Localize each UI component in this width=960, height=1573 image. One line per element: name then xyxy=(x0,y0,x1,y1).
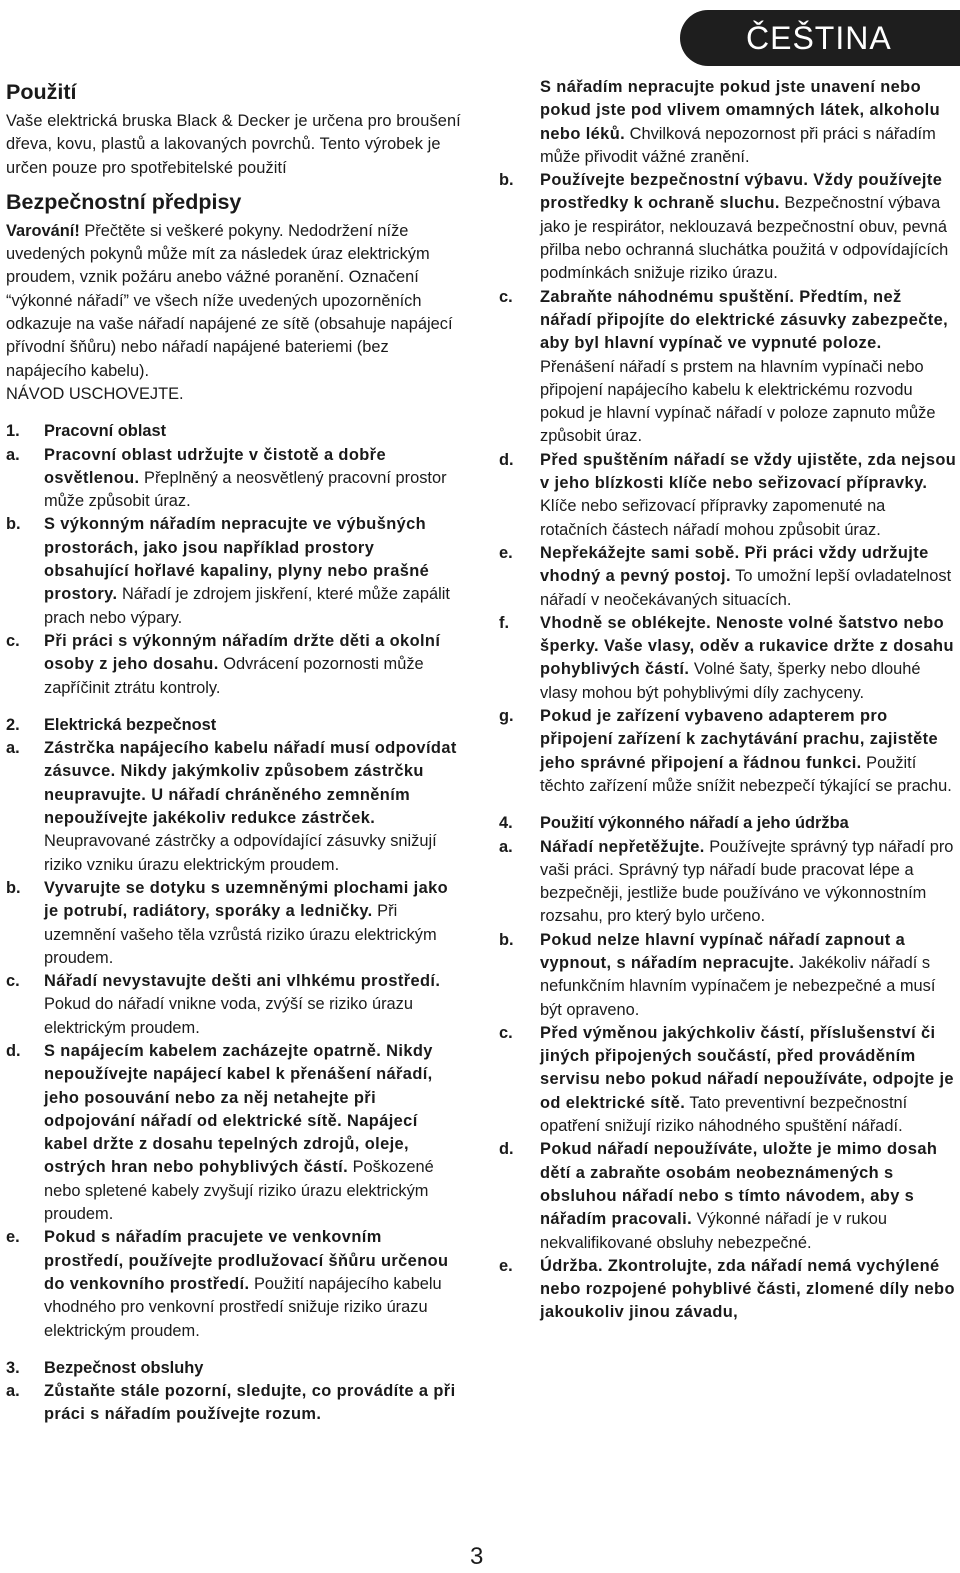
item-text xyxy=(540,929,957,1022)
list-item xyxy=(499,1022,957,1138)
section-2-title xyxy=(6,714,462,737)
item-text xyxy=(44,513,462,629)
list-item xyxy=(499,612,957,705)
item-text xyxy=(540,542,957,612)
list-item xyxy=(499,929,957,1022)
item-label: c. xyxy=(6,631,20,650)
item-bold: Vhodně se oblékejte. Nenoste volné šatstvo nebo šperky. Vaše vlasy, oděv a rukavice držte z dosahu pohyblivých částí. xyxy=(540,613,954,679)
item-label: e. xyxy=(499,543,513,562)
warning-text: Přečtěte si veškeré pokyny. Nedodržení níže uvedených pokynů může mít za následek úraz elektrickým proudem, vznik požáru anebo vážné poranění. Označení “výkonné nářadí” ve všech níže uvedených upozorněních odkazuje na vaše nářadí napájené ze sítě (obsahuje napájecí přívodní šňůru) nebo nářadí napájené bateriemi (bez napájecího kabelu). xyxy=(6,221,453,380)
list-item xyxy=(6,1040,462,1226)
item-text xyxy=(44,1040,462,1226)
list-item xyxy=(6,970,462,1040)
item-label: b. xyxy=(499,930,514,949)
item-text xyxy=(540,449,957,542)
item-label: b. xyxy=(499,171,514,190)
item-text xyxy=(540,76,957,169)
item-plain: Přenášení nářadí s prstem na hlavním vypínači nebo připojení napájecího kabelu k elektrickému rozvodu pokud je hlavní vypínač nářadí v poloze zapnuto může způsobit úraz. xyxy=(540,357,936,446)
item-text xyxy=(540,836,957,929)
item-bold: Zůstaňte stále pozorní, sledujte, co provádíte a při práci s nářadím používejte rozum. xyxy=(44,1382,456,1424)
item-text xyxy=(540,1255,957,1325)
item-text xyxy=(44,1226,462,1342)
item-bold: S nářadím nepracujte pokud jste unavení nebo pokud jste pod vlivem omamných látek, alkoholu nebo léků. xyxy=(540,78,941,143)
item-label: a. xyxy=(6,1382,20,1401)
item-text xyxy=(540,1022,957,1138)
item-text xyxy=(540,169,957,285)
section-title-text: Pracovní oblast xyxy=(44,422,167,441)
item-label: c. xyxy=(499,1023,513,1042)
item-label: c. xyxy=(499,287,513,306)
item-plain: Odvrácení pozornosti může zapříčinit ztrátu kontroly. xyxy=(44,655,424,697)
section-title-text: Elektrická bezpečnost xyxy=(44,715,217,734)
item-text xyxy=(44,630,462,700)
list-item xyxy=(499,836,957,929)
item-text xyxy=(540,705,957,798)
item-plain: Použití těchto zařízení může snížit nebezpečí týkající se prachu. xyxy=(540,753,952,795)
section-title-text: Použití výkonného nářadí a jeho údržba xyxy=(540,814,849,833)
item-label: c. xyxy=(6,972,20,991)
item-label: d. xyxy=(499,1140,514,1159)
list-item xyxy=(499,705,957,798)
warning-label: Varování! xyxy=(6,221,80,240)
item-bold: Před spuštěním nářadí se vždy ujistěte, zda nejsou v jeho blízkosti klíče nebo seřizovací přípravky. xyxy=(540,450,957,493)
item-plain: Tato preventivní bezpečnostní opatření snižují riziko náhodného spuštění nářadí. xyxy=(540,1093,908,1136)
language-badge: ČEŠTINA xyxy=(680,10,960,66)
section-4-title xyxy=(499,812,957,835)
left-column xyxy=(6,76,462,1427)
item-bold: Při práci s výkonným nářadím držte děti a okolní osoby z jeho dosahu. xyxy=(44,631,441,674)
item-text xyxy=(44,444,462,514)
item-bold: Zabraňte náhodnému spuštění. Předtím, než nářadí připojíte do elektrické zásuvky zabezpečte, aby byl hlavní vypínač ve vypnuté poloze. xyxy=(540,287,949,353)
item-bold: Před výměnou jakýchkoliv částí, příslušenství či jiných připojených součástí, před prováděním servisu nebo pokud nářadí nepoužíváte, odpojte je od elektrické sítě. xyxy=(540,1023,954,1112)
list-item xyxy=(499,1138,957,1254)
warning-paragraph xyxy=(6,220,462,383)
section-title-text: Bezpečnost obsluhy xyxy=(44,1358,204,1377)
section-number: 2. xyxy=(6,715,20,734)
heading-safety: Bezpečnostní předpisy xyxy=(6,189,242,214)
right-column xyxy=(499,76,957,1325)
item-bold: Pracovní oblast udržujte v čistotě a dobře osvětlenou. xyxy=(44,445,386,487)
item-label: a. xyxy=(6,739,20,758)
item-text xyxy=(540,1138,957,1254)
list-item xyxy=(499,1255,957,1325)
item-bold: Zástrčka napájecího kabelu nářadí musí odpovídat zásuvce. Nikdy jakýmkoliv způsobem zástrčku neupravujte. U nářadí chráněného zemněním nepoužívejte jakékoliv redukce zástrček. xyxy=(44,739,457,828)
section-1-title xyxy=(6,420,462,443)
item-text xyxy=(44,737,462,877)
item-label: d. xyxy=(499,450,514,469)
list-item xyxy=(6,1226,462,1342)
list-item xyxy=(6,877,462,970)
use-paragraph: Vaše elektrická bruska Black & Decker je určena pro broušení dřeva, kovu, plastů a lakovaných povrchů. Tento výrobek je určen pouze pro spotřebitelské použití xyxy=(6,112,461,177)
list-item xyxy=(6,737,462,877)
item-plain: Bezpečnostní výbava jako je respirátor, neklouzavá bezpečnostní obuv, pevná přilba nebo ochranná sluchátka použitá v odpovídajících podmínkách snižuje riziko úrazu. xyxy=(540,194,949,283)
section-number: 4. xyxy=(499,814,513,833)
item-bold: Pokud nářadí nepoužíváte, uložte je mimo dosah dětí a zabraňte osobám neobeznámených s obsluhou nářadí nebo s tímto návodem, aby s nářadím pracovali. xyxy=(540,1140,938,1229)
item-plain: Volné šaty, šperky nebo dlouhé vlasy mohou být pohyblivými díly zachyceny. xyxy=(540,660,921,702)
item-bold: Pokud s nářadím pracujete ve venkovním prostředí, používejte prodlužovací šňůru určenou do venkovního prostředí. xyxy=(44,1228,449,1293)
item-plain: Klíče nebo seřizovací přípravky zapomenuté na rotačních částech nářadí mohou způsobit úraz. xyxy=(540,497,886,539)
item-plain: Přeplněný a neosvětlený pracovní prostor může způsobit úraz. xyxy=(44,468,447,511)
item-label: b. xyxy=(6,515,21,534)
item-plain: Použití napájecího kabelu vhodného pro venkovní prostředí snižuje riziko úrazu elektrickým proudem. xyxy=(44,1274,442,1340)
list-item xyxy=(499,286,957,449)
item-text xyxy=(44,877,462,970)
item-bold: S napájecím kabelem zacházejte opatrně. Nikdy nepoužívejte napájecí kabel k přenášení nářadí, jeho posouvání nebo za něj netahejte při odpojování nářadí od elektrické sítě. Napájecí kabel držte z dosahu tepelných zdrojů, oleje, ostrých hran nebo pohyblivých částí. xyxy=(44,1041,433,1177)
section-number: 1. xyxy=(6,422,20,441)
list-item-continued xyxy=(499,76,957,169)
item-bold: Používejte bezpečnostní výbavu. Vždy používejte prostředky k ochraně sluchu. xyxy=(540,171,943,213)
item-label: b. xyxy=(6,878,21,897)
list-item xyxy=(6,1380,462,1427)
list-item xyxy=(6,513,462,629)
item-plain: Poškozené nebo spletené kabely zvyšují riziko úrazu elektrickým proudem. xyxy=(44,1158,434,1224)
list-item xyxy=(499,542,957,612)
list-item xyxy=(499,169,957,285)
item-label: a. xyxy=(6,445,20,464)
item-label: f. xyxy=(499,613,510,632)
item-bold: Pokud je zařízení vybaveno adapterem pro připojení zařízení k zachytávání prachu, zajistěte jeho správné připojení a řádnou funkci. xyxy=(540,707,939,772)
section-3-title xyxy=(6,1357,462,1380)
item-label: a. xyxy=(499,837,513,856)
page-number: 3 xyxy=(470,1543,484,1570)
item-bold: Pokud nelze hlavní vypínač nářadí zapnout a vypnout, s nářadím nepracujte. xyxy=(540,930,906,972)
item-bold: Nářadí nevystavujte dešti ani vlhkému prostředí. xyxy=(44,972,441,991)
item-plain: Výkonné nářadí je v rukou nekvalifikované obsluhy nebezpečné. xyxy=(540,1210,888,1252)
item-plain: Používejte správný typ nářadí pro vaši práci. Správný typ nářadí bude pracovat lépe a bezpečněji, jestliže bude používáno ve výkonnostním rozsahu, pro který bylo určeno. xyxy=(540,837,954,926)
item-text xyxy=(540,612,957,705)
item-text xyxy=(44,970,462,1040)
item-bold: S výkonným nářadím nepracujte ve výbušných prostorách, jako jsou například prostory obsahující hořlavé kapaliny, plyny nebo prašné prostory. xyxy=(44,515,430,604)
item-label: e. xyxy=(6,1228,20,1247)
item-text xyxy=(540,286,957,449)
list-item xyxy=(499,449,957,542)
list-item xyxy=(6,444,462,514)
list-item xyxy=(6,630,462,700)
item-plain: Pokud do nářadí vnikne voda, zvýší se riziko úrazu elektrickým proudem. xyxy=(44,995,413,1037)
item-label: e. xyxy=(499,1256,513,1275)
item-plain: Neupravované zástrčky a odpovídající zásuvky snižují riziko vzniku úrazu elektrickým proudem. xyxy=(44,832,437,874)
item-plain: To umožní lepší ovladatelnost nářadí v neočekávaných situacích. xyxy=(540,567,952,609)
item-bold: Údržba. Zkontrolujte, zda nářadí nemá vychýlené nebo rozpojené pohyblivé části, zlomené díly nebo jakoukoliv jinou závadu, xyxy=(540,1256,955,1322)
item-bold: Nepřekážejte sami sobě. Při práci vždy udržujte vhodný a pevný postoj. xyxy=(540,543,929,586)
item-label: d. xyxy=(6,1041,21,1060)
item-bold: Vyvarujte se dotyku s uzemněnými plochami jako je potrubí, radiátory, sporáky a ledničky. xyxy=(44,878,449,921)
item-plain: Nářadí je zdrojem jiskření, které může zapálit prach nebo výpary. xyxy=(44,585,450,627)
item-plain: Chvilková nepozornost při práci s nářadím může přivodit vážné zranění. xyxy=(540,124,936,166)
heading-use: Použití xyxy=(6,80,77,104)
section-number: 3. xyxy=(6,1358,20,1377)
item-plain: Jakékoliv nářadí s nefunkčním hlavním vypínačem je nebezpečné a musí být opraveno. xyxy=(540,953,936,1019)
keep-instructions: NÁVOD USCHOVEJTE. xyxy=(6,384,184,403)
item-bold: Nářadí nepřetěžujte. xyxy=(540,837,705,856)
item-plain: Při uzemnění vašeho těla vzrůstá riziko úrazu elektrickým proudem. xyxy=(44,902,437,967)
item-label: g. xyxy=(499,707,514,726)
item-text xyxy=(44,1380,462,1427)
